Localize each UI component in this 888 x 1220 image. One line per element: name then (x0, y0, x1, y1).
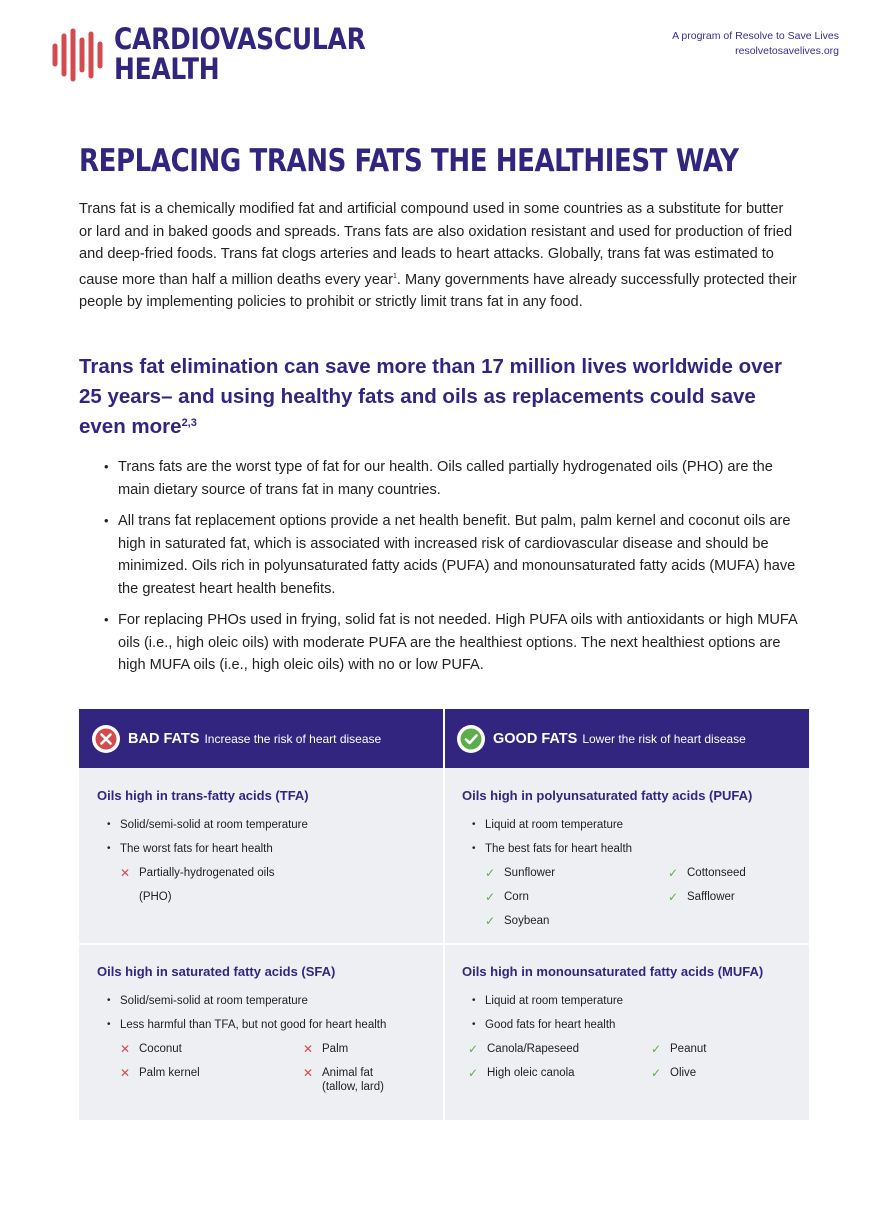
x-mark-icon: ✕ (120, 1042, 131, 1056)
oil-item: ✓ High oleic canola (468, 1061, 651, 1085)
logo-wordmark: CARDIOVASCULAR HEALTH (114, 22, 366, 86)
list-item: • Solid/semi-solid at room temperature (107, 819, 308, 831)
list-item: • The best fats for heart health (472, 843, 633, 855)
footnote-ref: 2,3 (181, 417, 197, 429)
oil-item: ✕ Palm kernel (120, 1061, 303, 1094)
website-link[interactable]: resolvetosavelives.org (735, 45, 839, 57)
oil-item: ✕ Animal fat (tallow, lard) (303, 1061, 463, 1094)
tfa-heading: Oils high in trans-fatty acids (TFA) (97, 788, 309, 803)
oil-item: ✓ Corn (485, 885, 668, 909)
x-mark-icon: ✕ (120, 866, 131, 880)
mufa-cell (462, 963, 802, 1085)
check-circle-icon (456, 724, 486, 754)
oil-item: ✓ Soybean (485, 909, 668, 933)
good-fats-sublabel: Lower the risk of heart disease (582, 731, 746, 746)
sfa-oils (120, 1037, 437, 1094)
check-mark-icon: ✓ (485, 914, 496, 928)
check-mark-icon: ✓ (651, 1066, 662, 1080)
oil-item: ✓ Peanut (651, 1037, 811, 1061)
pufa-oils (485, 861, 802, 933)
oil-item: ✓ Cottonseed (668, 861, 828, 885)
oil-item: ✓ Olive (651, 1061, 811, 1085)
oil-item: ✕ Palm (303, 1037, 463, 1061)
bad-fats-header (91, 709, 381, 768)
check-mark-icon: ✓ (668, 890, 679, 904)
footnote-ref: 1 (392, 272, 397, 280)
check-mark-icon: ✓ (485, 866, 496, 880)
sfa-cell (97, 963, 437, 1094)
list-item: • Less harmful than TFA, but not good for heart health (107, 1019, 387, 1031)
oil-item: ✕ Partially-hydrogenated oils (PHO) (120, 861, 303, 909)
oil-item: ✓ Safflower (668, 885, 828, 909)
list-item: • The worst fats for heart health (107, 843, 273, 855)
check-mark-icon: ✓ (485, 890, 496, 904)
oil-item: ✓ Sunflower (485, 861, 668, 885)
check-mark-icon: ✓ (668, 866, 679, 880)
page-title: REPLACING TRANS FATS THE HEALTHIEST WAY (79, 143, 739, 179)
mufa-oils (468, 1037, 802, 1085)
heartbeat-logo-icon (52, 28, 108, 82)
x-circle-icon (91, 724, 121, 754)
key-points-list (104, 456, 804, 686)
fats-comparison-table (79, 709, 809, 1120)
program-credit (672, 29, 839, 59)
check-mark-icon: ✓ (468, 1066, 479, 1080)
list-item: • For replacing PHOs used in frying, solid fat is not needed. High PUFA oils with antioxidants or high MUFA oils (i.e., high oleic oils) with moderate PUFA are the healthiest options. The next healthiest options are high MUFA oils (i.e., high oleic oils) with no or low PUFA. (104, 612, 797, 673)
list-item: • Liquid at room temperature (472, 995, 624, 1007)
list-item: • Liquid at room temperature (472, 819, 624, 831)
oil-item: ✕ Coconut (120, 1037, 303, 1061)
x-mark-icon: ✕ (303, 1042, 314, 1056)
x-mark-icon: ✕ (120, 1066, 131, 1080)
tfa-cell (97, 787, 437, 909)
good-fats-header (456, 709, 746, 768)
oil-item: ✓ Canola/Rapeseed (468, 1037, 651, 1061)
row-divider (79, 943, 809, 945)
list-item: • Good fats for heart health (472, 1019, 616, 1031)
subheading: Trans fat elimination can save more than 17 million lives worldwide over 25 years– and using healthy fats and oils as replacements could save even more$^{2,3}$ (79, 355, 782, 438)
program-line: A program of Resolve to Save Lives (672, 30, 839, 42)
x-mark-icon: ✕ (303, 1066, 314, 1080)
list-item: • All trans fat replacement options provide a net health benefit. But palm, palm kernel and coconut oils are high in saturated fat, which is associated with increased risk of cardiovascular disease and should be minimized. Oils rich in polyunsaturated fatty acids (PUFA) and monounsaturated fatty acids (MUFA) have the greatest heart health benefits. (104, 513, 796, 597)
intro-paragraph: Trans fat is a chemically modified fat and artificial compound used in some countries as a substitute for butter or lard and in baked goods and spreads. Trans fats are also oxidation resistant and used for production of fried and deep-fried foods. Trans fat clogs arteries and leads to heart attacks. Globally, trans fat was estimated to cause more than half a million deaths every year$^1$. Many governments have already successfully protected their people by implementing policies to prohibit or strictly limit trans fat in any food. (79, 201, 797, 310)
pufa-cell (462, 787, 802, 933)
list-item: • Solid/semi-solid at room temperature (107, 995, 308, 1007)
check-mark-icon: ✓ (651, 1042, 662, 1056)
good-fats-label: GOOD FATS (493, 730, 578, 747)
tfa-oils (120, 861, 437, 909)
sfa-heading: Oils high in saturated fatty acids (SFA) (97, 964, 336, 979)
bad-fats-sublabel: Increase the risk of heart disease (204, 731, 382, 746)
bad-fats-label: BAD FATS (128, 730, 200, 747)
list-item: • Trans fats are the worst type of fat for our health. Oils called partially hydrogenated oils (PHO) are the main dietary source of trans fat in many countries. (104, 459, 773, 498)
check-mark-icon: ✓ (468, 1042, 479, 1056)
mufa-heading: Oils high in monounsaturated fatty acids (MUFA) (462, 964, 764, 979)
pufa-heading: Oils high in polyunsaturated fatty acids (PUFA) (462, 788, 753, 803)
